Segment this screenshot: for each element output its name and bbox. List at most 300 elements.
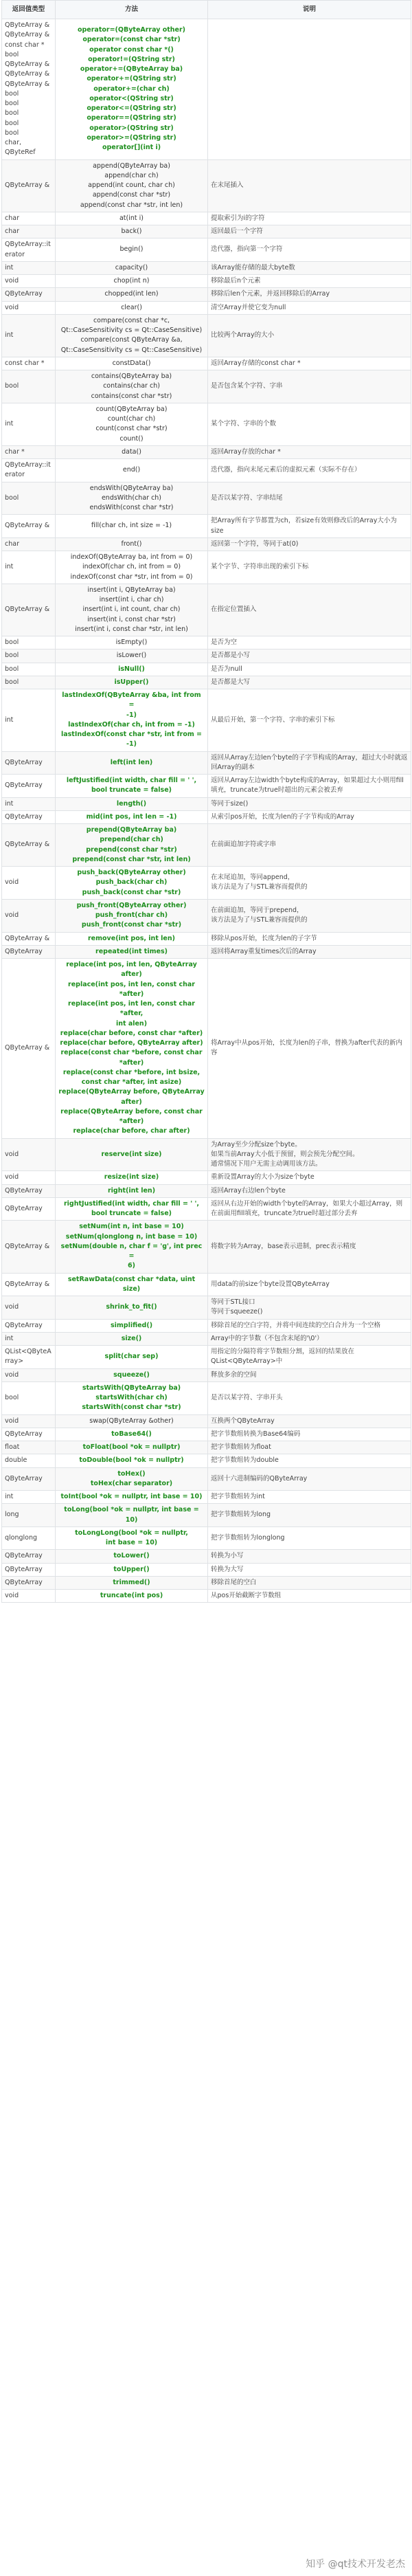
method-signature: toFloat(bool *ok = nullptr) (82, 1443, 181, 1451)
header-return-type: 返回值类型 (2, 1, 56, 19)
description-cell: 是否都是小写 (208, 649, 411, 663)
table-row (2, 301, 411, 314)
method-signature: append(const char *str, int len) (80, 201, 183, 209)
description-cell: 提取索引为i的字符 (208, 212, 411, 225)
method-signature: indexOf(QByteArray ba, int from = 0) (70, 553, 193, 561)
method-signature: begin() (119, 245, 144, 254)
method-signature: replace(int pos, int len, QByteArray after) (66, 961, 197, 979)
return-type-cell: void (2, 867, 56, 900)
description-cell: 转换为小写 (208, 1550, 411, 1563)
return-type-cell: QByteArray::iterator (2, 238, 56, 262)
table-row (2, 689, 411, 752)
return-type-cell: QByteArray::iterator (2, 459, 56, 482)
description-cell: 迭代器，指向末尾元素后的虚拟元素（实际不存在） (208, 459, 411, 482)
description-cell: 把字节数组转为float (208, 1441, 411, 1454)
method-cell (56, 301, 208, 314)
return-type-cell: int (2, 551, 56, 584)
method-signature: replace(int pos, int len, const char *after) (68, 980, 195, 998)
method-cell (56, 1526, 208, 1550)
method-signature: simplified() (110, 1321, 153, 1329)
method-cell (56, 1491, 208, 1504)
method-signature: size() (121, 1334, 142, 1342)
table-row (2, 238, 411, 262)
return-type-cell: void (2, 1296, 56, 1320)
return-type-cell: QByteArray (2, 1563, 56, 1576)
method-signature: append(QByteArray ba) (93, 162, 170, 170)
return-type-cell: bool (2, 649, 56, 663)
description-cell: 用指定的分隔符将字节数组分割，返回的结果放在 QList<QByteArray>中 (208, 1346, 411, 1369)
table-row (2, 1381, 411, 1414)
return-type-cell: QByteArray (2, 810, 56, 823)
method-signature: isNull() (118, 665, 145, 673)
method-signature: insert(int i, QByteArray ba) (87, 586, 176, 594)
watermark: 知乎 @qt技术开发老杰 (306, 2559, 405, 2570)
method-cell (56, 459, 208, 482)
description-cell: 是否以某字符、字串结尾 (208, 482, 411, 515)
table-row (2, 1171, 411, 1184)
table-row (2, 1184, 411, 1197)
method-signature: startsWith(const char *str) (82, 1403, 181, 1412)
description-cell: 比较两个Array的大小 (208, 314, 411, 357)
method-signature: capacity() (115, 263, 148, 271)
method-signature: toLong(bool *ok = nullptr, int base = 10) (64, 1506, 199, 1524)
method-signature: lastIndexOf(const char *str, int from = -1) (60, 731, 203, 748)
description-cell: 返回从Array左边width个byte构成的Array，如果超过大小则用fill填充，truncate为true时超出的元素会被丢弃 (208, 775, 411, 798)
table-row (2, 275, 411, 288)
method-signature: contains(QByteArray ba) (91, 373, 172, 380)
return-type-cell: QByteArray (2, 1576, 56, 1589)
method-signature: operator!=(QString str) (88, 55, 175, 63)
return-type-cell: bool (2, 1381, 56, 1414)
table-row (2, 1576, 411, 1589)
method-signature: operator==(QString str) (87, 114, 176, 122)
method-signature: chop(int n) (113, 277, 150, 285)
method-signature: insert(int i, int count, char ch) (82, 606, 181, 614)
method-cell (56, 403, 208, 445)
description-cell: 某个字节、字符串出现的索引下标 (208, 551, 411, 584)
method-cell (56, 676, 208, 689)
table-row (2, 314, 411, 357)
return-type-cell: bool (2, 636, 56, 649)
method-signature: operator[](int i) (102, 144, 161, 152)
method-signature: setRawData(const char *data, uint size) (67, 1275, 196, 1293)
description-cell: 等同于STL接口 等同于squeeze() (208, 1296, 411, 1320)
table-row (2, 1428, 411, 1441)
method-signature: lastIndexOf(char ch, int from = -1) (68, 720, 195, 729)
table-row (2, 1296, 411, 1320)
method-cell (56, 584, 208, 636)
description-cell: 从最后开始，第一个字符、字串的索引下标 (208, 689, 411, 752)
method-cell (56, 649, 208, 663)
header-method: 方法 (56, 1, 208, 19)
table-row (2, 1563, 411, 1576)
method-signature: replace(QByteArray before, const char *after) (60, 1107, 203, 1125)
method-signature: insert(int i, const char *str, int len) (75, 625, 188, 633)
description-cell: 把字节数组转换为Base64编码 (208, 1428, 411, 1441)
return-type-cell: qlonglong (2, 1526, 56, 1550)
method-cell (56, 212, 208, 225)
method-signature: append(const char *str) (92, 191, 171, 199)
method-signature: count() (119, 434, 144, 443)
method-cell (56, 1346, 208, 1369)
description-cell: 从pos开始截断字节数组 (208, 1590, 411, 1603)
method-signature: isLower() (116, 652, 147, 660)
return-type-cell: int (2, 1332, 56, 1345)
method-signature: squeeze() (113, 1370, 150, 1379)
return-type-cell: float (2, 1441, 56, 1454)
description-cell: 把字节数组转为int (208, 1491, 411, 1504)
return-type-cell: char (2, 212, 56, 225)
description-cell: 是否包含某个字符、字串 (208, 370, 411, 403)
description-cell: 将Array中从pos开始，长度为len的子串，替换为after代表的新内容 (208, 959, 411, 1139)
method-cell (56, 1138, 208, 1171)
table-row (2, 867, 411, 900)
description-cell: 用data的前size个byte设置QByteArray (208, 1273, 411, 1296)
method-signature: push_back(QByteArray other) (77, 869, 186, 876)
return-type-cell: QByteArray & (2, 959, 56, 1139)
method-signature: setNum(qlonglong n, int base = 10) (65, 1232, 198, 1241)
method-cell (56, 824, 208, 867)
method-signature: back() (121, 227, 142, 235)
table-row (2, 212, 411, 225)
table-row (2, 1590, 411, 1603)
method-cell (56, 1184, 208, 1197)
return-type-cell: bool (2, 482, 56, 515)
return-type-cell: void (2, 1414, 56, 1428)
table-row (2, 1138, 411, 1171)
table-row (2, 1368, 411, 1381)
return-type-cell: const char * (2, 357, 56, 370)
method-signature: rightJustified(int width, char fill = ' ', bool truncate = false) (63, 1199, 199, 1217)
table-row (2, 959, 411, 1139)
description-cell: 返回Array右边len个byte (208, 1184, 411, 1197)
method-signature: leftJustified(int width, char fill = ' ', bool truncate = false) (66, 777, 197, 795)
description-cell: 转换为大写 (208, 1563, 411, 1576)
return-type-cell: int (2, 1491, 56, 1504)
method-cell (56, 445, 208, 458)
description-cell: 在末尾插入 (208, 159, 411, 212)
description-cell: 某个字符、字串的个数 (208, 403, 411, 445)
method-signature: end() (122, 466, 141, 474)
table-row (2, 225, 411, 238)
method-signature: replace(char before, const char *after) (60, 1029, 203, 1037)
method-signature: indexOf(char ch, int from = 0) (82, 563, 181, 571)
method-signature: push_front(QByteArray other) (76, 901, 187, 909)
return-type-cell: void (2, 1171, 56, 1184)
method-cell (56, 225, 208, 238)
table-row (2, 751, 411, 775)
method-signature: clear() (121, 303, 142, 311)
description-cell: 迭代器，指向第一个字符 (208, 238, 411, 262)
method-signature: replace(char before, char after) (73, 1127, 190, 1135)
method-cell (56, 1296, 208, 1320)
method-cell (56, 751, 208, 775)
method-signature: operator>=(QString str) (87, 133, 176, 142)
method-cell (56, 1273, 208, 1296)
method-signature: prepend(char ch) (100, 836, 163, 844)
method-signature: left(int len) (110, 758, 153, 766)
description-cell: 互换两个QByteArray (208, 1414, 411, 1428)
method-signature: truncate(int pos) (100, 1592, 163, 1599)
method-cell (56, 238, 208, 262)
table-row (2, 1273, 411, 1296)
method-signature: toHex(char separator) (90, 1479, 173, 1487)
description-cell: 把字节数组转为double (208, 1454, 411, 1467)
table-row (2, 1491, 411, 1504)
method-signature: isUpper() (114, 678, 149, 686)
method-signature: constData() (112, 359, 151, 367)
return-type-cell: char * (2, 445, 56, 458)
table-row (2, 537, 411, 551)
table-row (2, 649, 411, 663)
method-signature: startsWith(QByteArray ba) (82, 1384, 181, 1392)
return-type-cell: int (2, 314, 56, 357)
return-type-cell: QByteArray (2, 945, 56, 958)
return-type-cell: int (2, 797, 56, 810)
description-cell: 返回Array存放的char * (208, 445, 411, 458)
method-cell (56, 1590, 208, 1603)
method-signature: replace(const char *before, int bsize, const char *after, int asize) (62, 1068, 201, 1086)
description-cell: 返回从Array左边len个byte的子字节构成的Array，超过大小时就返回Array的副本 (208, 751, 411, 775)
method-signature: reserve(int size) (101, 1150, 162, 1158)
method-signature: append(char ch) (104, 171, 159, 179)
method-cell (56, 1441, 208, 1454)
method-signature: push_front(const char *str) (81, 921, 182, 929)
description-cell: 把字节数组转为long (208, 1504, 411, 1527)
table-row (2, 775, 411, 798)
table-row (2, 459, 411, 482)
method-cell (56, 932, 208, 945)
table-row (2, 1221, 411, 1273)
description-cell: 在末尾追加，等同append， 该方法是为了与STL兼容而提供的 (208, 867, 411, 900)
method-signature: operator=(const char *str) (82, 36, 181, 44)
api-table (1, 0, 411, 1603)
method-cell (56, 1368, 208, 1381)
method-signature: push_back(const char *str) (82, 888, 181, 896)
method-cell (56, 370, 208, 403)
method-cell (56, 19, 208, 160)
method-signature: toHex() (117, 1469, 146, 1478)
table-row (2, 676, 411, 689)
method-cell (56, 1221, 208, 1273)
table-row (2, 159, 411, 212)
description-cell: 该Array能存储的最大byte数 (208, 261, 411, 274)
table-row (2, 551, 411, 584)
method-signature: indexOf(const char *str, int from = 0) (70, 573, 193, 581)
method-cell (56, 810, 208, 823)
method-cell (56, 1563, 208, 1576)
method-signature: toLongLong(bool *ok = nullptr, int base = 10) (75, 1529, 188, 1546)
table-row (2, 899, 411, 932)
method-cell (56, 945, 208, 958)
table-row (2, 1346, 411, 1369)
method-signature: at(int i) (119, 214, 144, 222)
method-cell (56, 1467, 208, 1491)
return-type-cell: int (2, 689, 56, 752)
table-row (2, 1467, 411, 1491)
method-cell (56, 797, 208, 810)
method-signature: count(char ch) (107, 415, 156, 423)
method-signature: replace(QByteArray before, QByteArray after) (58, 1088, 205, 1106)
description-cell: 返回第一个字符，等同于at(0) (208, 537, 411, 551)
method-cell (56, 551, 208, 584)
description-cell: 释放多余的空间 (208, 1368, 411, 1381)
method-signature: split(char sep) (104, 1353, 159, 1361)
method-cell (56, 1414, 208, 1428)
method-cell (56, 775, 208, 798)
method-cell (56, 1550, 208, 1563)
table-header-row (2, 1, 411, 19)
method-signature: insert(int i, char ch) (99, 596, 164, 603)
return-type-cell: bool (2, 676, 56, 689)
return-type-cell: QByteArray (2, 1319, 56, 1332)
method-cell (56, 159, 208, 212)
method-cell (56, 1576, 208, 1589)
return-type-cell: QByteArray & (2, 159, 56, 212)
method-cell (56, 261, 208, 274)
method-signature: data() (122, 447, 141, 456)
description-cell: 是否以某字符、字串开头 (208, 1381, 411, 1414)
method-signature: remove(int pos, int len) (88, 934, 175, 942)
method-signature: operator+=(QByteArray ba) (80, 65, 183, 74)
method-cell (56, 1381, 208, 1414)
return-type-cell: void (2, 301, 56, 314)
header-description: 说明 (208, 1, 411, 19)
method-signature: insert(int i, const char *str) (87, 615, 176, 623)
table-row (2, 445, 411, 458)
return-type-cell: QByteArray (2, 288, 56, 301)
description-cell (208, 19, 411, 160)
return-type-cell: char (2, 225, 56, 238)
method-signature: fill(char ch, int size = -1) (91, 522, 172, 530)
method-signature: toBase64() (111, 1430, 152, 1438)
description-cell: 返回最后一个字符 (208, 225, 411, 238)
method-signature: setNum(double n, char f = 'g', int prec = 6) (60, 1242, 203, 1270)
method-signature: setNum(int n, int base = 10) (79, 1223, 184, 1231)
return-type-cell: QByteArray & (2, 515, 56, 538)
method-cell (56, 314, 208, 357)
table-row (2, 261, 411, 274)
table-row (2, 636, 411, 649)
method-cell (56, 1332, 208, 1345)
method-cell (56, 482, 208, 515)
return-type-cell: double (2, 1454, 56, 1467)
method-signature: endsWith(char ch) (101, 493, 162, 502)
return-type-cell: void (2, 1368, 56, 1381)
method-signature: startsWith(char ch) (95, 1394, 168, 1401)
table-row (2, 1526, 411, 1550)
method-signature: operator<=(QString str) (87, 104, 176, 113)
method-cell (56, 288, 208, 301)
table-row (2, 1332, 411, 1345)
description-cell: 将数字转为Array，base表示进制，prec表示精度 (208, 1221, 411, 1273)
method-cell (56, 1454, 208, 1467)
description-cell: 重新设置Array的大小为size个byte (208, 1171, 411, 1184)
description-cell: 移除最后n个元素 (208, 275, 411, 288)
return-type-cell: long (2, 1504, 56, 1527)
method-signature: swap(QByteArray &other) (89, 1417, 174, 1425)
method-signature: isEmpty() (115, 639, 148, 646)
table-row (2, 663, 411, 676)
method-signature: chopped(int len) (104, 290, 159, 298)
return-type-cell: QByteArray (2, 1467, 56, 1491)
method-signature: replace(char before, QByteArray after) (60, 1039, 203, 1047)
description-cell: 是否都是大写 (208, 676, 411, 689)
return-type-cell: void (2, 1138, 56, 1171)
table-row (2, 19, 411, 160)
description-cell: 移除首尾的空白 (208, 1576, 411, 1589)
table-row (2, 370, 411, 403)
description-cell: 返回十六进制编码的QByteArray (208, 1467, 411, 1491)
description-cell: 是否为空 (208, 636, 411, 649)
return-type-cell: QByteArray & (2, 824, 56, 867)
table-row (2, 932, 411, 945)
method-cell (56, 1171, 208, 1184)
method-cell (56, 275, 208, 288)
table-row (2, 515, 411, 538)
method-signature: operator+=(QString str) (87, 75, 176, 83)
method-cell (56, 1504, 208, 1527)
method-signature: contains(const char *str) (91, 392, 172, 400)
description-cell: 返回从右边开始的width个byte的Array，如果大小超过Array，则在前面用fill填充，truncate为true时超过部分丢弃 (208, 1197, 411, 1221)
description-cell: 在前面追加，等同于prepend， 该方法是为了与STL兼容而提供的 (208, 899, 411, 932)
method-signature: replace(const char *before, const char *after) (60, 1049, 203, 1067)
method-signature: operator+=(char ch) (93, 85, 170, 93)
return-type-cell: QByteArray (2, 775, 56, 798)
return-type-cell: bool (2, 370, 56, 403)
return-type-cell: bool (2, 663, 56, 676)
return-type-cell: QByteArray (2, 1197, 56, 1221)
method-cell (56, 1197, 208, 1221)
table-row (2, 945, 411, 958)
method-signature: toInt(bool *ok = nullptr, int base = 10) (60, 1493, 203, 1500)
method-signature: resize(int size) (104, 1173, 159, 1181)
return-type-cell: QByteArray & (2, 584, 56, 636)
table-row (2, 1441, 411, 1454)
method-cell (56, 515, 208, 538)
return-type-cell: QByteArray & (2, 1221, 56, 1273)
description-cell: 移除后len个元素，并返回移除后的Array (208, 288, 411, 301)
return-type-cell: void (2, 275, 56, 288)
method-signature: compare(const char *c, Qt::CaseSensitivity cs = Qt::CaseSensitive) (60, 316, 203, 334)
method-signature: toLower() (113, 1552, 150, 1560)
method-signature: prepend(QByteArray ba) (86, 826, 177, 834)
method-signature: endsWith(const char *str) (89, 504, 174, 511)
method-signature: operator<(QString str) (89, 94, 174, 102)
method-cell (56, 959, 208, 1139)
description-cell: 在前面追加字符或字串 (208, 824, 411, 867)
method-signature: count(const char *str) (95, 425, 168, 433)
table-row (2, 357, 411, 370)
table-row (2, 1197, 411, 1221)
method-signature: push_front(char ch) (95, 911, 168, 919)
method-signature: repeated(int times) (95, 947, 168, 955)
method-cell (56, 1428, 208, 1441)
method-signature: append(int count, char ch) (88, 181, 175, 189)
description-cell: 从索引pos开始，长度为len的子字节构成的Array (208, 810, 411, 823)
description-cell: 为Array至少分配size个byte。 如果当前Array大小低于预留，则会预先分配空间。 通常情况下用户无需主动调用该方法。 (208, 1138, 411, 1171)
method-signature: trimmed() (113, 1578, 150, 1586)
return-type-cell: QByteArray (2, 1550, 56, 1563)
method-signature: operator=(QByteArray other) (77, 26, 186, 34)
method-cell (56, 636, 208, 649)
return-type-cell: int (2, 261, 56, 274)
method-signature: compare(const QByteArray &a, Qt::CaseSensitivity cs = Qt::CaseSensitive) (60, 336, 203, 354)
table-row (2, 403, 411, 445)
description-cell: 是否为null (208, 663, 411, 676)
method-signature: operator>(QString str) (89, 124, 174, 132)
method-signature: shrink_to_fit() (106, 1303, 157, 1311)
